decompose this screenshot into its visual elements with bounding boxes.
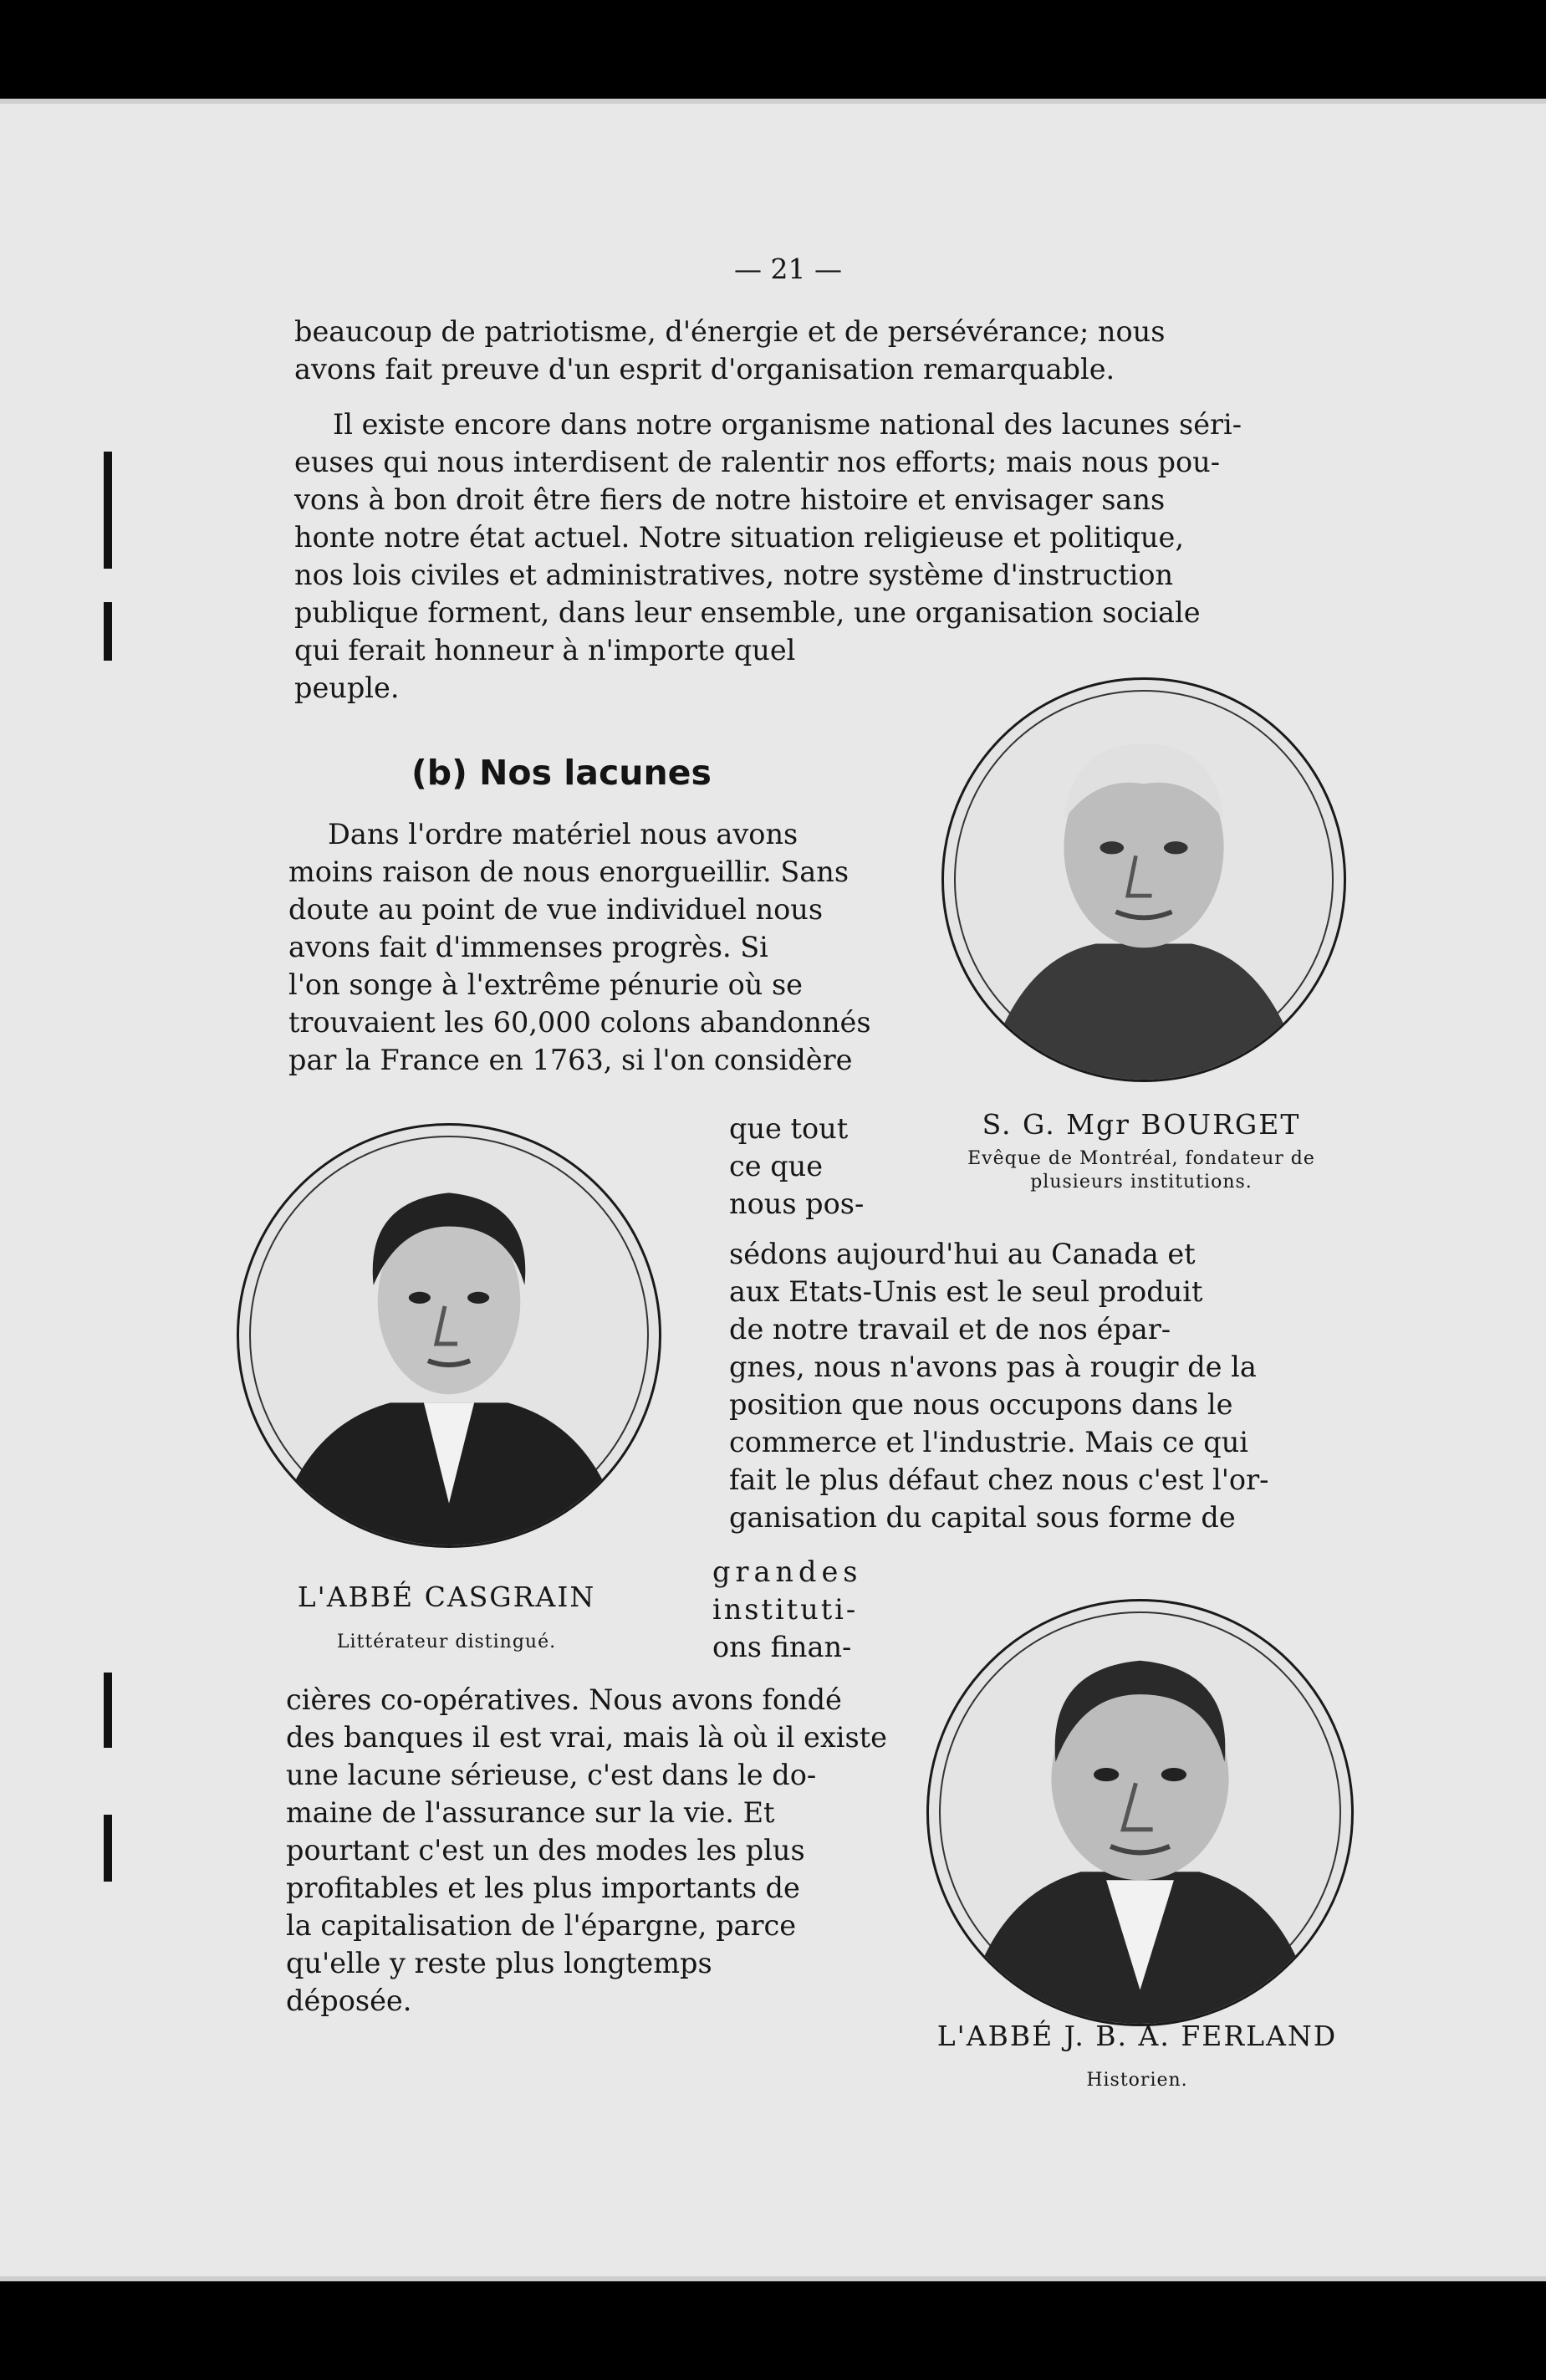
text-line: pourtant c'est un des modes les plus bbox=[286, 1834, 805, 1867]
binder-mark bbox=[104, 1815, 112, 1882]
portrait-caption: Evêque de Montréal, fondateur de bbox=[967, 1148, 1315, 1169]
text-line: moins raison de nous enorgueillir. Sans bbox=[288, 855, 850, 888]
text-line: commerce et l'industrie. Mais ce qui bbox=[729, 1426, 1249, 1458]
text-line: euses qui nous interdisent de ralentir nos efforts; mais nous pou- bbox=[294, 446, 1221, 478]
page-top-edge bbox=[0, 99, 1546, 104]
text-line: vons à bon droit être fiers de notre histoire et envisager sans bbox=[294, 483, 1166, 516]
text-line: qui ferait honneur à n'importe quel bbox=[294, 634, 796, 667]
portrait-caption: Historien. bbox=[1086, 2070, 1188, 2091]
binder-mark bbox=[104, 602, 112, 661]
text-line: fait le plus défaut chez nous c'est l'or- bbox=[729, 1463, 1269, 1496]
text-line: trouvaient les 60,000 colons abandonnés bbox=[288, 1006, 871, 1039]
text-line: grandes bbox=[712, 1555, 863, 1588]
text-line: doute au point de vue individuel nous bbox=[288, 893, 824, 926]
portrait-name: L'ABBÉ CASGRAIN bbox=[297, 1581, 596, 1613]
text-line: des banques il est vrai, mais là où il existe bbox=[286, 1721, 887, 1754]
portrait-image bbox=[926, 1599, 1354, 2026]
text-line: Il existe encore dans notre organisme national des lacunes séri- bbox=[333, 408, 1242, 441]
portrait-name: S. G. Mgr BOURGET bbox=[982, 1108, 1301, 1141]
portrait-caption: plusieurs institutions. bbox=[1030, 1172, 1253, 1193]
text-line: que tout bbox=[729, 1112, 849, 1145]
text-line: nous pos- bbox=[729, 1187, 865, 1220]
text-line: ce que bbox=[729, 1150, 824, 1182]
text-line: une lacune sérieuse, c'est dans le do- bbox=[286, 1759, 817, 1791]
text-line: déposée. bbox=[286, 1984, 412, 2017]
portrait-caption: Littérateur distingué. bbox=[336, 1632, 557, 1652]
portrait-image bbox=[237, 1123, 661, 1548]
text-line: aux Etats-Unis est le seul produit bbox=[729, 1275, 1203, 1308]
text-line: sédons aujourd'hui au Canada et bbox=[729, 1238, 1196, 1270]
binder-mark bbox=[104, 1673, 112, 1748]
text-line: peuple. bbox=[294, 672, 400, 704]
text-line: gnes, nous n'avons pas à rougir de la bbox=[729, 1351, 1257, 1383]
text-line: publique forment, dans leur ensemble, une organisation sociale bbox=[294, 596, 1201, 629]
text-line: l'on songe à l'extrême pénurie où se bbox=[288, 968, 804, 1001]
text-line: Dans l'ordre matériel nous avons bbox=[328, 818, 799, 850]
text-line: profitables et les plus importants de bbox=[286, 1872, 800, 1904]
binder-mark bbox=[104, 452, 112, 569]
text-line: avons fait preuve d'un esprit d'organisation remarquable. bbox=[294, 353, 1115, 386]
text-line: ganisation du capital sous forme de bbox=[729, 1501, 1236, 1534]
text-line: ons finan- bbox=[712, 1631, 852, 1663]
text-line: par la France en 1763, si l'on considère bbox=[288, 1044, 853, 1076]
text-line: honte notre état actuel. Notre situation religieuse et politique, bbox=[294, 521, 1184, 554]
portrait-name: L'ABBÉ J. B. A. FERLAND bbox=[936, 2020, 1338, 2052]
text-line: beaucoup de patriotisme, d'énergie et de persévérance; nous bbox=[294, 315, 1166, 348]
text-line: qu'elle y reste plus longtemps bbox=[286, 1947, 712, 1979]
text-line: cières co-opératives. Nous avons fondé bbox=[286, 1683, 842, 1716]
text-line: avons fait d'immenses progrès. Si bbox=[288, 931, 768, 963]
text-line: instituti- bbox=[712, 1593, 859, 1626]
page-number: — 21 — bbox=[734, 253, 842, 285]
text-line: de notre travail et de nos épar- bbox=[729, 1313, 1171, 1346]
page-bottom-edge bbox=[0, 2276, 1546, 2281]
text-line: nos lois civiles et administratives, notre système d'instruction bbox=[294, 559, 1174, 591]
text-line: position que nous occupons dans le bbox=[729, 1388, 1233, 1421]
section-heading: (b) Nos lacunes bbox=[411, 753, 712, 793]
text-line: la capitalisation de l'épargne, parce bbox=[286, 1909, 797, 1942]
text-line: maine de l'assurance sur la vie. Et bbox=[286, 1796, 775, 1829]
portrait-image bbox=[941, 677, 1346, 1082]
